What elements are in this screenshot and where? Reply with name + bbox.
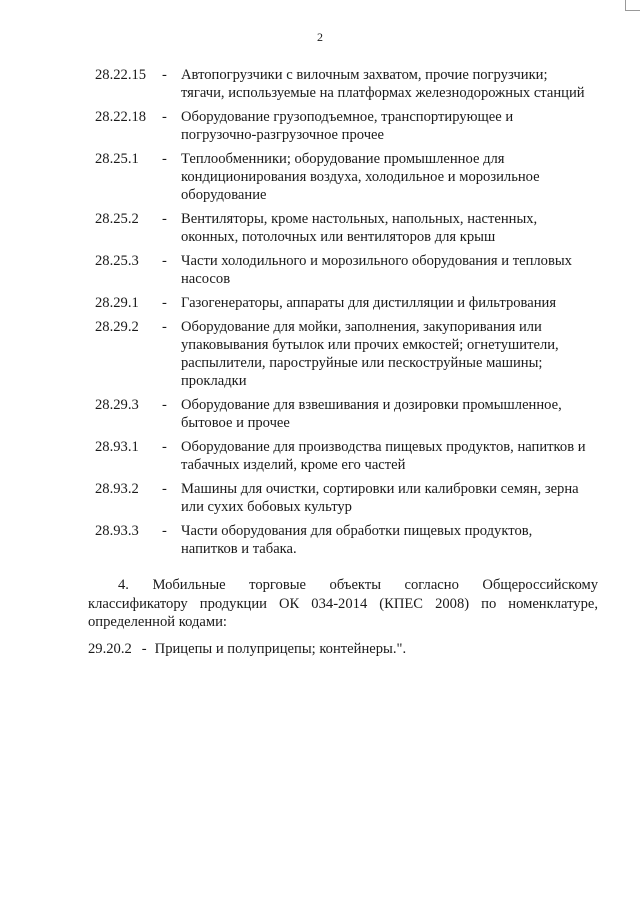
entry-code: 28.29.3 bbox=[95, 397, 139, 413]
code-list bbox=[0, 66, 640, 564]
entry-dash: - bbox=[162, 481, 167, 497]
list-item bbox=[0, 108, 640, 144]
list-item bbox=[0, 438, 640, 474]
entry-code: 28.93.2 bbox=[95, 481, 139, 497]
entry-dash: - bbox=[162, 397, 167, 413]
list-item bbox=[0, 252, 640, 288]
entry-description: Оборудование грузоподъемное, транспортирующее и погрузочно-разгрузочное прочее bbox=[181, 109, 514, 143]
page-number: 2 bbox=[317, 30, 323, 44]
entry-description: Теплообменники; оборудование промышленное для кондиционирования воздуха, холодильное и морозильное оборудование bbox=[181, 151, 540, 203]
section-paragraph: 4. Мобильные торговые объекты согласно Общероссийскому классификатору продукции ОК 034-2014 (КПЕС 2008) по номенклатуре, определенной кодами: bbox=[88, 577, 598, 630]
entry-description: Оборудование для мойки, заполнения, закупоривания или упаковывания бутылок или прочих емкостей; огнетушители, распылители, пароструйные или пескоструйные машины; прокладки bbox=[181, 319, 559, 389]
entry-dash: - bbox=[162, 523, 167, 539]
entry-description: Оборудование для производства пищевых продуктов, напитков и табачных изделий, кроме его частей bbox=[181, 439, 586, 473]
entry-code: 28.22.18 bbox=[95, 109, 147, 125]
list-item bbox=[0, 150, 640, 204]
entry-dash: - bbox=[162, 253, 167, 269]
entry-code: 28.25.3 bbox=[95, 253, 139, 269]
entry-code: 28.25.2 bbox=[95, 211, 139, 227]
entry-dash: - bbox=[162, 109, 167, 125]
entry-code: 28.93.1 bbox=[95, 439, 139, 455]
list-item bbox=[0, 210, 640, 246]
entry-code: 28.25.1 bbox=[95, 151, 139, 167]
final-list-item bbox=[88, 640, 406, 658]
entry-dash: - bbox=[162, 295, 167, 311]
entry-dash: - bbox=[162, 151, 167, 167]
entry-description: Прицепы и полуприцепы; контейнеры.". bbox=[154, 641, 407, 657]
entry-description: Части холодильного и морозильного оборудования и тепловых насосов bbox=[181, 253, 572, 287]
entry-code: 29.20.2 bbox=[88, 641, 132, 657]
list-item bbox=[0, 294, 640, 312]
list-item bbox=[0, 318, 640, 390]
entry-description: Автопогрузчики с вилочным захватом, прочие погрузчики; тягачи, используемые на платформах железнодорожных станций bbox=[181, 67, 585, 101]
entry-dash: - bbox=[162, 319, 167, 335]
entry-code: 28.93.3 bbox=[95, 523, 139, 539]
entry-description: Оборудование для взвешивания и дозировки промышленное, бытовое и прочее bbox=[181, 397, 562, 431]
entry-dash: - bbox=[162, 439, 167, 455]
entry-dash: - bbox=[141, 641, 147, 657]
entry-description: Части оборудования для обработки пищевых продуктов, напитков и табака. bbox=[181, 523, 533, 557]
entry-code: 28.29.2 bbox=[95, 319, 139, 335]
entry-code: 28.29.1 bbox=[95, 295, 139, 311]
list-item bbox=[0, 522, 640, 558]
entry-code: 28.22.15 bbox=[95, 67, 147, 83]
list-item bbox=[0, 396, 640, 432]
entry-description: Машины для очистки, сортировки или калибровки семян, зерна или сухих бобовых культур bbox=[181, 481, 579, 515]
scan-corner-mark bbox=[625, 0, 640, 11]
entry-dash: - bbox=[162, 211, 167, 227]
list-item bbox=[0, 480, 640, 516]
list-item bbox=[0, 66, 640, 102]
entry-dash: - bbox=[162, 67, 167, 83]
entry-description: Газогенераторы, аппараты для дистилляции и фильтрования bbox=[181, 295, 557, 311]
entry-description: Вентиляторы, кроме настольных, напольных, настенных, оконных, потолочных или вентиляторов для крыш bbox=[181, 211, 538, 245]
